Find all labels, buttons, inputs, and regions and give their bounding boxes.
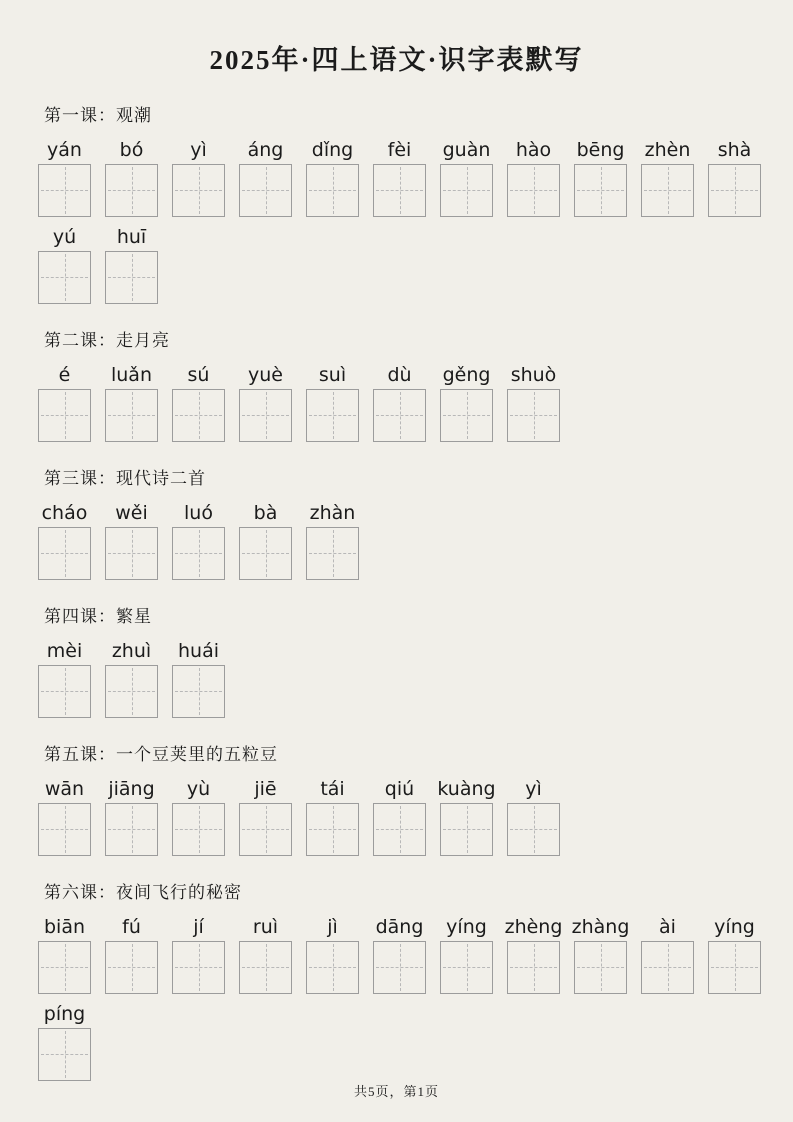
- pinyin-label: wěi: [115, 501, 148, 524]
- writing-grid-box: [641, 164, 694, 217]
- pinyin-label: wān: [44, 777, 85, 800]
- grid-row: [38, 778, 793, 856]
- character-cell: [105, 502, 158, 580]
- character-cell: [440, 916, 493, 994]
- lesson-heading: 第二课：走月亮: [44, 330, 170, 350]
- writing-grid-box: [172, 665, 225, 718]
- character-cell: [172, 364, 225, 442]
- pinyin-label: zhèng: [504, 915, 563, 938]
- pinyin-label: jiē: [254, 777, 277, 800]
- character-cell: [172, 916, 225, 994]
- character-cell: [38, 640, 91, 718]
- writing-grid-box: [105, 803, 158, 856]
- writing-grid-box: [306, 389, 359, 442]
- pinyin-label: jiāng: [108, 777, 155, 800]
- writing-grid-box: [38, 1028, 91, 1081]
- character-cell: [641, 916, 694, 994]
- pinyin-label: gěng: [442, 363, 491, 386]
- writing-grid-box: [38, 389, 91, 442]
- writing-grid-box: [105, 665, 158, 718]
- pinyin-label: shuò: [510, 363, 557, 386]
- pinyin-label: cháo: [41, 501, 88, 524]
- grid-row: [38, 226, 793, 304]
- pinyin-label: hào: [515, 138, 552, 161]
- grid-row: [38, 364, 793, 442]
- pinyin-label: dǐng: [311, 138, 354, 161]
- grid-row: [38, 1003, 793, 1081]
- grid-row: [38, 916, 793, 994]
- pinyin-label: luǎn: [110, 363, 152, 386]
- character-cell: [373, 778, 426, 856]
- lesson-section: [0, 740, 793, 856]
- character-cell: [306, 916, 359, 994]
- pinyin-label: biān: [43, 915, 86, 938]
- character-cell: [507, 364, 560, 442]
- pinyin-label: dāng: [375, 915, 424, 938]
- pinyin-label: yán: [47, 138, 82, 161]
- pinyin-label: zhuì: [111, 639, 152, 662]
- character-cell: [239, 139, 292, 217]
- writing-grid-box: [105, 389, 158, 442]
- lesson-heading: 第四课：繁星: [44, 606, 152, 626]
- writing-grid-box: [38, 803, 91, 856]
- grid-row: [38, 640, 793, 718]
- character-cell: [172, 778, 225, 856]
- writing-grid-box: [239, 164, 292, 217]
- pinyin-label: áng: [247, 138, 284, 161]
- character-cell: [105, 226, 158, 304]
- pinyin-label: bà: [253, 501, 278, 524]
- pinyin-label: é: [58, 363, 71, 386]
- pinyin-label: qiú: [384, 777, 415, 800]
- character-cell: [373, 139, 426, 217]
- pinyin-label: yì: [525, 777, 542, 800]
- character-cell: [641, 139, 694, 217]
- writing-grid-box: [641, 941, 694, 994]
- writing-grid-box: [105, 941, 158, 994]
- pinyin-label: fèi: [387, 138, 412, 161]
- character-cell: [105, 139, 158, 217]
- writing-grid-box: [239, 389, 292, 442]
- pinyin-label: yì: [190, 138, 207, 161]
- pinyin-label: kuàng: [437, 777, 496, 800]
- character-cell: [507, 139, 560, 217]
- writing-grid-box: [574, 164, 627, 217]
- pinyin-label: dù: [387, 363, 412, 386]
- pinyin-label: jì: [327, 915, 338, 938]
- writing-grid-box: [440, 389, 493, 442]
- writing-grid-box: [373, 164, 426, 217]
- writing-grid-box: [38, 527, 91, 580]
- pinyin-label: mèi: [46, 639, 83, 662]
- writing-grid-box: [373, 389, 426, 442]
- writing-grid-box: [172, 527, 225, 580]
- writing-grid-box: [38, 164, 91, 217]
- writing-grid-box: [373, 803, 426, 856]
- writing-grid-box: [172, 803, 225, 856]
- lesson-heading: 第一课：观潮: [44, 105, 152, 125]
- lesson-section: [0, 101, 793, 304]
- character-cell: [38, 916, 91, 994]
- character-cell: [708, 916, 761, 994]
- character-cell: [306, 778, 359, 856]
- character-cell: [172, 139, 225, 217]
- character-cell: [507, 778, 560, 856]
- writing-grid-box: [440, 803, 493, 856]
- character-cell: [239, 916, 292, 994]
- lesson-heading: 第六课：夜间飞行的秘密: [44, 882, 242, 902]
- pinyin-label: yuè: [248, 363, 283, 386]
- writing-grid-box: [440, 164, 493, 217]
- writing-grid-box: [507, 941, 560, 994]
- writing-grid-box: [105, 164, 158, 217]
- character-cell: [306, 139, 359, 217]
- lesson-section: [0, 464, 793, 580]
- writing-grid-box: [38, 665, 91, 718]
- pinyin-label: zhàng: [571, 915, 630, 938]
- character-cell: [306, 502, 359, 580]
- lesson-section: [0, 602, 793, 718]
- pinyin-label: suì: [318, 363, 347, 386]
- writing-grid-box: [574, 941, 627, 994]
- lessons: [0, 101, 793, 1081]
- character-cell: [105, 364, 158, 442]
- pinyin-label: yù: [186, 777, 211, 800]
- writing-grid-box: [239, 527, 292, 580]
- pinyin-label: yú: [52, 225, 77, 248]
- writing-grid-box: [172, 389, 225, 442]
- character-cell: [440, 139, 493, 217]
- writing-grid-box: [172, 941, 225, 994]
- character-cell: [574, 139, 627, 217]
- writing-grid-box: [440, 941, 493, 994]
- writing-grid-box: [239, 803, 292, 856]
- writing-grid-box: [708, 941, 761, 994]
- character-cell: [239, 364, 292, 442]
- character-cell: [440, 364, 493, 442]
- character-cell: [38, 502, 91, 580]
- pinyin-label: guàn: [442, 138, 491, 161]
- pinyin-label: shà: [717, 138, 752, 161]
- writing-grid-box: [306, 527, 359, 580]
- writing-grid-box: [38, 251, 91, 304]
- writing-grid-box: [507, 164, 560, 217]
- writing-grid-box: [306, 803, 359, 856]
- pinyin-label: yíng: [714, 915, 755, 938]
- writing-grid-box: [105, 527, 158, 580]
- character-cell: [571, 915, 630, 994]
- pinyin-label: ruì: [252, 915, 279, 938]
- character-cell: [239, 778, 292, 856]
- pinyin-label: ài: [659, 915, 676, 938]
- writing-grid-box: [239, 941, 292, 994]
- pinyin-label: luó: [184, 501, 213, 524]
- character-cell: [708, 139, 761, 217]
- pinyin-label: fú: [122, 915, 141, 938]
- pinyin-label: zhàn: [309, 501, 356, 524]
- character-cell: [172, 640, 225, 718]
- pinyin-label: zhèn: [644, 138, 691, 161]
- character-cell: [306, 364, 359, 442]
- character-cell: [239, 502, 292, 580]
- pinyin-label: sú: [187, 363, 210, 386]
- character-cell: [38, 1003, 91, 1081]
- pinyin-label: jí: [193, 915, 204, 938]
- lesson-heading: 第三课：现代诗二首: [44, 468, 206, 488]
- pinyin-label: yíng: [446, 915, 487, 938]
- pinyin-label: huái: [177, 639, 219, 662]
- character-cell: [38, 364, 91, 442]
- pinyin-label: huī: [116, 225, 147, 248]
- pinyin-label: píng: [43, 1002, 86, 1025]
- grid-row: [38, 139, 793, 217]
- writing-grid-box: [172, 164, 225, 217]
- character-cell: [38, 226, 91, 304]
- writing-grid-box: [708, 164, 761, 217]
- page-footer: 共5页，第1页: [353, 1084, 439, 1099]
- character-cell: [38, 778, 91, 856]
- writing-grid-box: [507, 389, 560, 442]
- pinyin-label: bēng: [576, 138, 625, 161]
- lesson-heading: 第五课：一个豆荚里的五粒豆: [44, 744, 278, 764]
- character-cell: [504, 915, 563, 994]
- writing-grid-box: [306, 941, 359, 994]
- character-cell: [105, 916, 158, 994]
- writing-grid-box: [105, 251, 158, 304]
- writing-grid-box: [373, 941, 426, 994]
- pinyin-label: tái: [320, 777, 345, 800]
- grid-row: [38, 502, 793, 580]
- lesson-section: [0, 878, 793, 1081]
- writing-grid-box: [38, 941, 91, 994]
- character-cell: [437, 777, 496, 856]
- page-title: 2025年·四上语文·识字表默写: [209, 45, 584, 75]
- character-cell: [105, 778, 158, 856]
- character-cell: [38, 139, 91, 217]
- character-cell: [373, 364, 426, 442]
- character-cell: [172, 502, 225, 580]
- writing-grid-box: [306, 164, 359, 217]
- writing-grid-box: [507, 803, 560, 856]
- character-cell: [373, 916, 426, 994]
- character-cell: [105, 640, 158, 718]
- lesson-section: [0, 326, 793, 442]
- pinyin-label: bó: [119, 138, 144, 161]
